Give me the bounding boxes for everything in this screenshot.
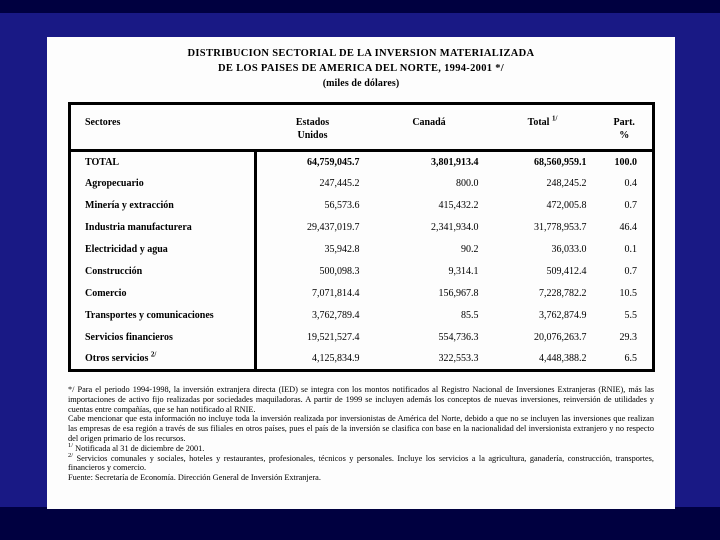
total-value: 4,448,388.2 <box>539 353 587 365</box>
canada-value: 156,967.8 <box>438 288 479 299</box>
canada-value: 85.5 <box>461 310 479 321</box>
sector-label: Otros servicios $^{2/}$ <box>70 349 256 371</box>
title-line-1: DISTRIBUCION SECTORIAL DE LA INVERSION MATERIALIZADA <box>187 48 535 59</box>
table-row <box>70 327 654 349</box>
col-header-part <box>597 104 654 151</box>
footnote-1-text: Notificada al 31 de diciembre de 2001. <box>75 443 205 453</box>
sector-footnote-mark: 2/ <box>150 350 157 359</box>
total-value: 68,560,959.1 <box>534 156 587 168</box>
col-header-part-line1: Part. <box>613 117 635 128</box>
canada-value: 3,801,913.4 <box>431 156 479 168</box>
title-line-2: DE LOS PAISES DE AMERICA DEL NORTE, 1994-2001 */ <box>217 63 504 74</box>
sector-label: Transportes y comunicaciones <box>70 305 256 327</box>
part-percent-value: 6.5 <box>624 353 637 365</box>
total-value: 248,245.2 <box>546 178 587 189</box>
estados-unidos-value: 29,437,019.7 <box>307 222 360 233</box>
total-value: 20,076,263.7 <box>534 332 587 343</box>
table-row <box>70 349 654 371</box>
estados-unidos-value: 64,759,045.7 <box>307 156 360 168</box>
sector-label: TOTAL <box>70 151 256 173</box>
table-row <box>70 151 654 173</box>
part-percent-value: 46.4 <box>619 222 637 233</box>
part-percent-value: 0.7 <box>624 200 637 211</box>
estados-unidos-value: 4,125,834.9 <box>312 353 360 365</box>
table-row <box>70 261 654 283</box>
estados-unidos-value: 56,573.6 <box>324 200 360 211</box>
estados-unidos-value: 3,762,789.4 <box>312 310 360 321</box>
footnote-cabe-mencionar: Cabe mencionar que esta información no incluye toda la inversión realizada por inversionistas de América del Norte, debido a que no se incluyen las inversiones que realizan las empresas de esa región a través de sus filiales en otros países, pues el país de la inversión se clasifica con base en la nacionalidad del inversionista extranjero y no respecto del origen primario de los recursos. <box>68 414 654 443</box>
estados-unidos-value: 7,071,814.4 <box>312 288 360 299</box>
table-row <box>70 195 654 217</box>
sector-label: Agropecuario <box>70 173 256 195</box>
col-header-estados-unidos-line1: Estados <box>295 117 330 128</box>
footnote-2 <box>68 451 654 474</box>
table-header-row <box>70 104 654 151</box>
sector-label: Servicios financieros <box>70 327 256 349</box>
col-header-total <box>489 104 597 151</box>
title-units: (miles de dólares) <box>322 78 400 89</box>
footnote-asterisk: */ Para el periodo 1994-1998, la inversión extranjera directa (IED) se integra con los montos notificados al Registro Nacional de Inversiones Extranjeras (RNIE), más las importaciones de activo fijo realizadas por sociedades maquiladoras. A partir de 1999 se incluyen además los conceptos de nuevas inversiones, reinversión de utilidades y cuentas entre compañías, que se han notificado al RNIE. <box>68 385 654 414</box>
footnote-2-text: Servicios comunales y sociales, hoteles y restaurantes, profesionales, técnicos y personales. Incluye los servicios a la agricultura, ganadería, construcción, transportes, financieros y comercio. <box>68 453 654 473</box>
canada-value: 554,736.3 <box>438 332 479 343</box>
sector-label: Construcción <box>70 261 256 283</box>
estados-unidos-value: 19,521,527.4 <box>307 332 360 343</box>
investment-table <box>68 102 655 372</box>
table-row <box>70 239 654 261</box>
top-letterbox-band <box>0 0 720 13</box>
col-header-estados-unidos-line2: Unidos <box>297 130 328 141</box>
col-header-canada: Canadá <box>412 117 446 128</box>
total-value: 7,228,782.2 <box>539 288 587 299</box>
sector-label: Industria manufacturera <box>70 217 256 239</box>
part-percent-value: 10.5 <box>619 288 637 299</box>
total-value: 472,005.8 <box>546 200 587 211</box>
col-header-total-footnote-mark: 1/ <box>551 114 558 123</box>
estados-unidos-value: 500,098.3 <box>319 266 360 277</box>
col-header-part-line2: % <box>619 130 630 141</box>
part-percent-value: 0.7 <box>624 266 637 277</box>
total-value: 509,412.4 <box>546 266 587 277</box>
canada-value: 415,432.2 <box>438 200 479 211</box>
sector-label: Comercio <box>70 283 256 305</box>
slide-title <box>47 37 675 91</box>
part-percent-value: 29.3 <box>619 332 637 343</box>
slide-card <box>47 37 675 509</box>
table-row <box>70 305 654 327</box>
canada-value: 800.0 <box>456 178 479 189</box>
footnote-2-mark: 2/ <box>68 451 74 459</box>
part-percent-value: 5.5 <box>624 310 637 321</box>
table-row <box>70 283 654 305</box>
footnote-1-mark: 1/ <box>68 442 74 450</box>
part-percent-value: 0.4 <box>624 178 637 189</box>
canada-value: 2,341,934.0 <box>431 222 479 233</box>
part-percent-value: 0.1 <box>624 244 637 255</box>
part-percent-value: 100.0 <box>614 156 637 168</box>
footnote-1 <box>68 444 654 454</box>
footnote-source: Fuente: Secretaría de Economía. Dirección General de Inversión Extranjera. <box>68 473 321 483</box>
col-header-estados-unidos <box>256 104 370 151</box>
footnotes <box>68 385 654 483</box>
total-value: 36,033.0 <box>551 244 587 255</box>
sector-label: Minería y extracción <box>70 195 256 217</box>
bottom-letterbox-band <box>0 507 720 540</box>
canada-value: 9,314.1 <box>448 266 479 277</box>
total-value: 3,762,874.9 <box>539 310 587 321</box>
canada-value: 90.2 <box>461 244 479 255</box>
total-value: 31,778,953.7 <box>534 222 587 233</box>
col-header-total-label: Total <box>527 117 550 128</box>
col-header-sectores: Sectores <box>85 117 121 128</box>
table-row <box>70 217 654 239</box>
table-row <box>70 173 654 195</box>
estados-unidos-value: 247,445.2 <box>319 178 360 189</box>
table-body <box>70 151 654 371</box>
canada-value: 322,553.3 <box>438 353 479 365</box>
estados-unidos-value: 35,942.8 <box>324 244 360 255</box>
table-header <box>70 104 654 151</box>
sector-label: Electricidad y agua <box>70 239 256 261</box>
